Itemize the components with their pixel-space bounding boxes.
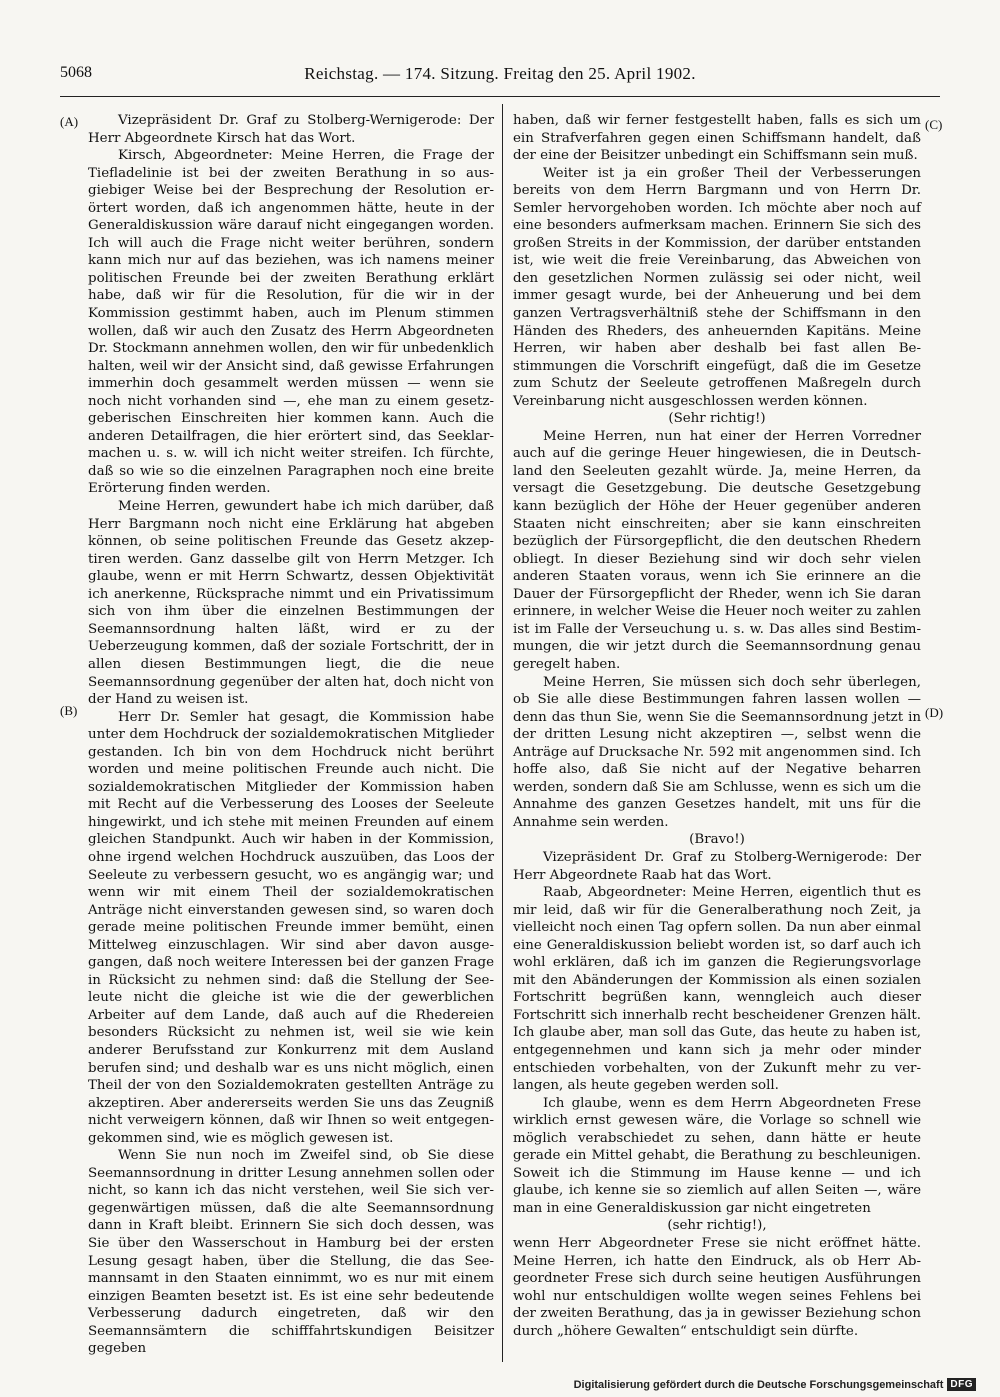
paragraph: Vizepräsident Dr. Graf zu Stolberg-Wernigerode: Der Herr Abgeordnete Kirsch hat das Wort. bbox=[88, 113, 494, 146]
page-number: 5068 bbox=[60, 64, 92, 81]
paragraph: Vizepräsident Dr. Graf zu Stolberg-Wernigerode: Der Herr Abgeordnete Raab hat das Wort. bbox=[513, 849, 921, 883]
digitization-credit bbox=[574, 1378, 976, 1391]
left-column bbox=[88, 112, 494, 1358]
interjection: (sehr richtig!), bbox=[667, 1218, 767, 1234]
paragraph: Weiter ist ja ein großer Theil der Verbesserungen bereits von dem Herrn Bargmann und von Herrn Dr. Semler hervorgehoben worden. Ich möchte aber noch auf eine besonders aufmerksam machen. Erinnern Sie sich des großen Streits in der Kommission, der darüber entstanden ist, wie weit die freie Vereinbarung, das Abweichen von den gesetzlichen Normen zulässig sei oder nicht, weil immer gesagt wurde, bei der Anheuerung und bei dem ganzen Vertragsverhältniß stehe der Schiffsmann in den Händen des Rheders, des anheuernden Kapitäns. Meine Herren, wir haben aber deshalb bei fast allen Bestimmungen die Vorschrift eingefügt, daß die im Gesetze zum Schutz der Seeleute getroffenen Maßregeln durch Vereinbarung nicht ausgeschlossen werden können. bbox=[513, 165, 921, 409]
paragraph: Meine Herren, Sie müssen sich doch sehr überlegen, ob Sie alle diese Bestimmungen fahren lassen wollen — denn das thun Sie, wenn Sie die Seemannsordnung jetzt in der dritten Lesung nicht akzeptiren —, selbst wenn die Anträge auf Drucksache Nr. 592 mit angenommen sind. Ich hoffe also, daß Sie nicht auf der Negative beharren werden, sondern daß Sie am Schlusse, wenn es sich um die Annahme des ganzen Gesetzes handelt, mit uns für die Annahme sein werden. bbox=[513, 674, 921, 830]
interjection: (Bravo!) bbox=[689, 832, 745, 848]
paragraph: Wenn Sie nun noch im Zweifel sind, ob Sie diese Seemannsordnung in dritter Lesung annehmen sollen oder nicht, so kann ich das nicht verstehen, weil Sie sich vergegenwärtigen müssen, daß die alte Seemannsordnung dann in Kraft bleibt. Erinnern Sie sich doch dessen, was Sie über den Wasserschout in Hamburg bei der ersten Lesung gesagt haben, über die Stellung, die das Seemannsamt in den Staaten einnimmt, wo es nur mit einem einzigen Beamten besetzt ist. Es ist eine sehr bedeutende Verbesserung dadurch eingetreten, daß wir den Seemannsämtern die schifffahrtskundigen Beisitzer gegeben bbox=[88, 1148, 494, 1357]
margin-label-d: (D) bbox=[925, 705, 944, 720]
paragraph: Meine Herren, gewundert habe ich mich darüber, daß Herr Bargmann noch nicht eine Erklärung hat abgeben können, ob seine politischen Freunde das Gesetz akzeptiren werden. Ganz dasselbe gilt von Herrn Metzger. Ich glaube, wenn er mit Herrn Schwartz, dessen Objektivität ich anerkenne, Rücksprache nimmt und ein Privatissimum sich von ihm über die einzelnen Bestimmungen der Seemannsordnung halten läßt, wird er zu der Ueberzeugung kommen, daß der soziale Fortschritt, der in allen diesen Bestimmungen liegt, die die neue Seemannsordnung gegenüber der alten hat, doch nicht von der Hand zu weisen ist. bbox=[88, 499, 494, 708]
right-column bbox=[513, 112, 921, 1340]
interjection: (Sehr richtig!) bbox=[668, 411, 766, 427]
margin-label-a: (A) bbox=[60, 114, 79, 129]
paragraph: Raab, Abgeordneter: Meine Herren, eigentlich thut es mir leid, daß wir für die Generalberathung noch Zeit, ja vielleicht noch einen Tag opfern sollen. Da nun aber einmal eine Generaldiskussion beliebt worden ist, so darf auch ich wohl erklären, daß ich im ganzen die Regierungsvorlage mit den Abänderungen der Kommission als einen sozialen Fortschritt begrüßen kann, wenngleich auch dieser Fortschritt sich innerhalb recht bescheidener Grenzen hält. Ich glaube aber, man soll das Gute, das heute zu haben ist, entgegennehmen und kann sich ja mehr oder minder entschieden vorbehalten, von der Zukunft mehr zu verlangen, als heute gegeben werden soll. bbox=[513, 885, 921, 1094]
column-divider bbox=[502, 104, 503, 1362]
margin-label-c: (C) bbox=[925, 117, 943, 132]
paragraph: Meine Herren, nun hat einer der Herren Vorredner auch auf die geringe Heuer hingewiesen, die in Deutschland den Seeleuten gezahlt würde. Ja, meine Herren, da versagt die Gesetzgebung. Die deutsche Gesetzgebung kann bezüglich der Höhe der Heuer gegenüber anderen Staaten nicht einschreiten; aber sie kann einschreiten bezüglich der Fürsorgepflicht, die den deutschen Rhedern obliegt. In dieser Beziehung sind wir doch sehr vielen anderen Staaten voraus, wenn ich Sie erinnere an die Dauer der Fürsorgepflicht der Rheder, wenn ich Sie daran erinnere, in welcher Weise die Heuer noch weiter zu zahlen ist im Falle der Verseuchung u. s. w. Das alles sind Bestimmungen, die wir jetzt durch die Seemannsordnung genau geregelt haben. bbox=[513, 428, 921, 672]
paragraph: Herr Dr. Semler hat gesagt, die Kommission habe unter dem Hochdruck der sozialdemokratischen Mitglieder gestanden. Ich bin von dem Hochdruck nicht berührt worden und meine politischen Freunde auch nicht. Die sozialdemokratischen Mitglieder der Kommission haben mit Recht auf die Verbesserung des Looses der Seeleute hingewirkt, und ich stehe mit meinen Freunden auf einem gleichen Standpunkt. Auch wir haben in der Kommission, ohne irgend welchen Hochdruck auszuüben, das Loos der Seeleute zu verbessern gesucht, wo es angängig war; und wenn wir mit einem Theil der sozialdemokratischen Anträge nicht einverstanden gewesen sind, so waren doch gerade meine politischen Freunde immer bemüht, einen Mittelweg einzuschlagen. Wir sind aber davon ausgegangen, daß noch weitere Interessen bei der ganzen Frage in Rücksicht zu nehmen sind: daß die Stellung der Seeleute nicht die gleiche ist wie die der gewerblichen Arbeiter auf dem Lande, daß auch auf die Rhedereien besonders Rücksicht zu nehmen ist, weil sie wie kein anderer Berufsstand zur Konkurrenz mit dem Ausland berufen sind; und deshalb war es uns nicht möglich, einen Theil der von den Sozialdemokraten gestellten Anträge zu akzeptiren. Aber andererseits werden Sie uns das Zeugniß nicht verweigern können, daß wir Ihnen so weit entgegengekommen sind, wie es möglich gewesen ist. bbox=[88, 709, 494, 1146]
paragraph: Ich glaube, wenn es dem Herrn Abgeordneten Frese wirklich ernst gewesen wäre, die Vorlage so schnell wie möglich verabschiedet zu sehen, dann hätte er heute gerade ein Mittel gehabt, die Berathung zu beschleunigen. Soweit ich die Stimmung im Hause kenne — und ich glaube, ich kenne sie so ziemlich auf allen Seiten —, wäre man in eine Generaldiskussion gar nicht eingetreten bbox=[513, 1095, 921, 1216]
running-title: Reichstag. — 174. Sitzung. Freitag den 25. April 1902. bbox=[304, 64, 696, 83]
dfg-logo: DFG bbox=[947, 1378, 976, 1391]
header-rule bbox=[60, 96, 940, 97]
paragraph: haben, daß wir ferner festgestellt haben, falls es sich um ein Strafverfahren gegen einen Schiffsmann handelt, daß der eine der Beisitzer unbedingt ein Schiffsmann sein muß. bbox=[513, 113, 921, 164]
paragraph: Kirsch, Abgeordneter: Meine Herren, die Frage der Tiefladelinie ist bei der zweiten Berathung in so ausgiebiger Weise bei der Besprechung der Resolution erörtert worden, daß ich angenommen hätte, heute in der Generaldiskussion wäre darauf nicht eingegangen worden. Ich will auch die Frage nicht weiter berühren, sondern kann mich nur auf das beziehen, was ich namens meiner politischen Freunde bei der zweiten Berathung erklärt habe, daß wir für die Resolution, für die wir in der Kommission gestimmt haben, auch im Plenum stimmen wollen, daß wir auch den Zusatz des Herrn Abgeordneten Dr. Stockmann annehmen wollen, den wir für unbedenklich halten, weil wir der Ansicht sind, daß gewisse Erfahrungen immerhin doch gesammelt werden müssen — wenn sie noch nicht vorhanden sind —, ehe man zu einem gesetzgeberischen Einschreiten hier kommen kann. Auch die anderen Detailfragen, die hier erörtert sind, das Seeklarmachen u. s. w. will ich nicht weiter streifen. Ich fürchte, daß so wie so die einzelnen Paragraphen noch eine breite Erörterung finden werden. bbox=[88, 148, 494, 497]
running-header bbox=[60, 64, 940, 90]
margin-label-b: (B) bbox=[60, 703, 78, 718]
credit-text: Digitalisierung gefördert durch die Deutsche Forschungsgemeinschaft bbox=[573, 1378, 944, 1391]
paragraph: wenn Herr Abgeordneter Frese sie nicht eröffnet hätte. Meine Herren, ich hatte den Eindruck, als ob Herr Abgeordneter Frese sich durch seine heutigen Ausführungen wohl nur entschuldigen wollte wegen seines Fehlens bei der zweiten Berathung, das ja in gewisser Beziehung schon durch „höhere Gewalten“ entschuldigt sein dürfte. bbox=[513, 1236, 921, 1339]
